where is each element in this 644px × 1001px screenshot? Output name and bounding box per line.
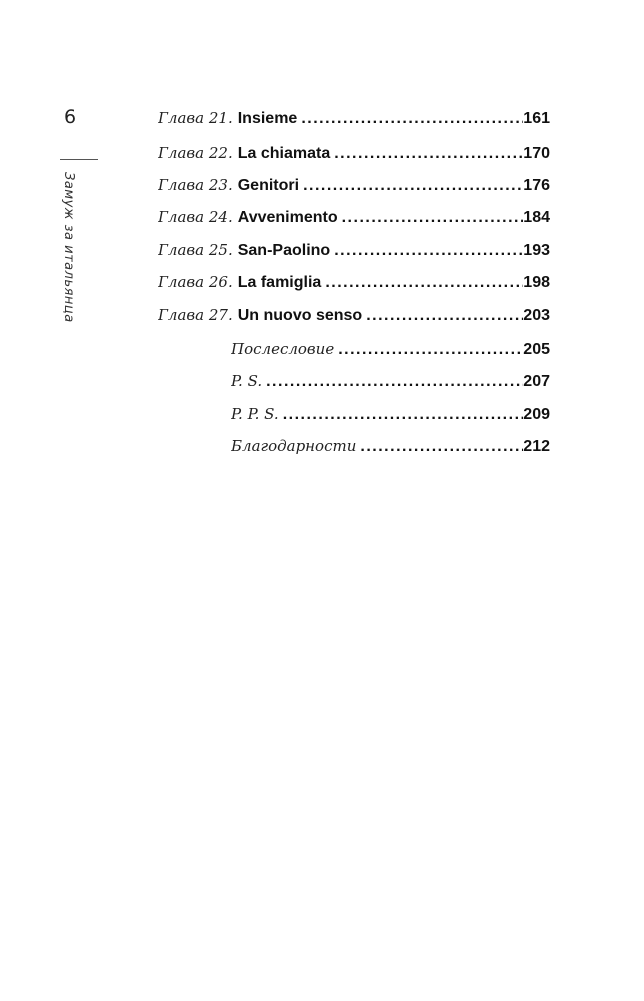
chapter-label: Глава 23. (158, 176, 233, 194)
chapter-label: Глава 27. (158, 306, 233, 324)
chapter-title: La chiamata (237, 145, 331, 162)
dot-leader (330, 145, 523, 163)
page-ref: 184 (523, 209, 550, 226)
page-ref: 207 (523, 373, 550, 390)
page-ref: 203 (523, 307, 550, 324)
chapter-label: Глава 26. (158, 273, 233, 291)
dot-leader (279, 406, 524, 424)
page-number: 6 (64, 106, 77, 128)
section-title: P. P. S. (231, 405, 279, 423)
toc-entry (158, 176, 550, 200)
chapter-title: Genitori (237, 177, 300, 194)
dot-leader (334, 341, 523, 359)
toc-entry (158, 306, 550, 330)
chapter-label: Глава 21. (158, 109, 233, 127)
page-ref: 161 (523, 110, 550, 127)
toc-entry (231, 340, 550, 364)
page-ref: 170 (523, 145, 550, 162)
toc-entry (158, 241, 550, 265)
dot-leader (356, 438, 523, 456)
toc-entry (158, 208, 550, 232)
chapter-title: La famiglia (237, 274, 322, 291)
chapter-label: Глава 25. (158, 241, 233, 259)
toc-entry (231, 405, 550, 429)
chapter-title: San-Paolino (237, 242, 331, 259)
dot-leader (321, 274, 523, 292)
dot-leader (299, 177, 523, 195)
section-title: Послесловие (231, 340, 335, 358)
dot-leader (330, 242, 523, 260)
chapter-title: Insieme (237, 110, 298, 127)
dot-leader (338, 209, 524, 227)
toc-entry (158, 109, 550, 133)
page-ref: 212 (523, 438, 550, 455)
dot-leader (362, 307, 523, 325)
toc-entry (231, 372, 550, 396)
page-ref: 209 (523, 406, 550, 423)
section-title: Благодарности (231, 437, 357, 455)
chapter-title: Avvenimento (237, 209, 338, 226)
chapter-label: Глава 24. (158, 208, 233, 226)
section-title: P. S. (231, 372, 263, 390)
toc-entry (158, 144, 550, 168)
chapter-label: Глава 22. (158, 144, 233, 162)
dot-leader (262, 373, 523, 391)
page-ref: 205 (523, 341, 550, 358)
page-ref: 176 (523, 177, 550, 194)
chapter-title: Un nuovo senso (237, 307, 363, 324)
page-ref: 198 (523, 274, 550, 291)
toc-entry (158, 273, 550, 297)
page-ref: 193 (523, 242, 550, 259)
running-title: Замуж за итальянца (61, 172, 76, 323)
dot-leader (297, 110, 523, 128)
toc-entry (231, 437, 550, 461)
